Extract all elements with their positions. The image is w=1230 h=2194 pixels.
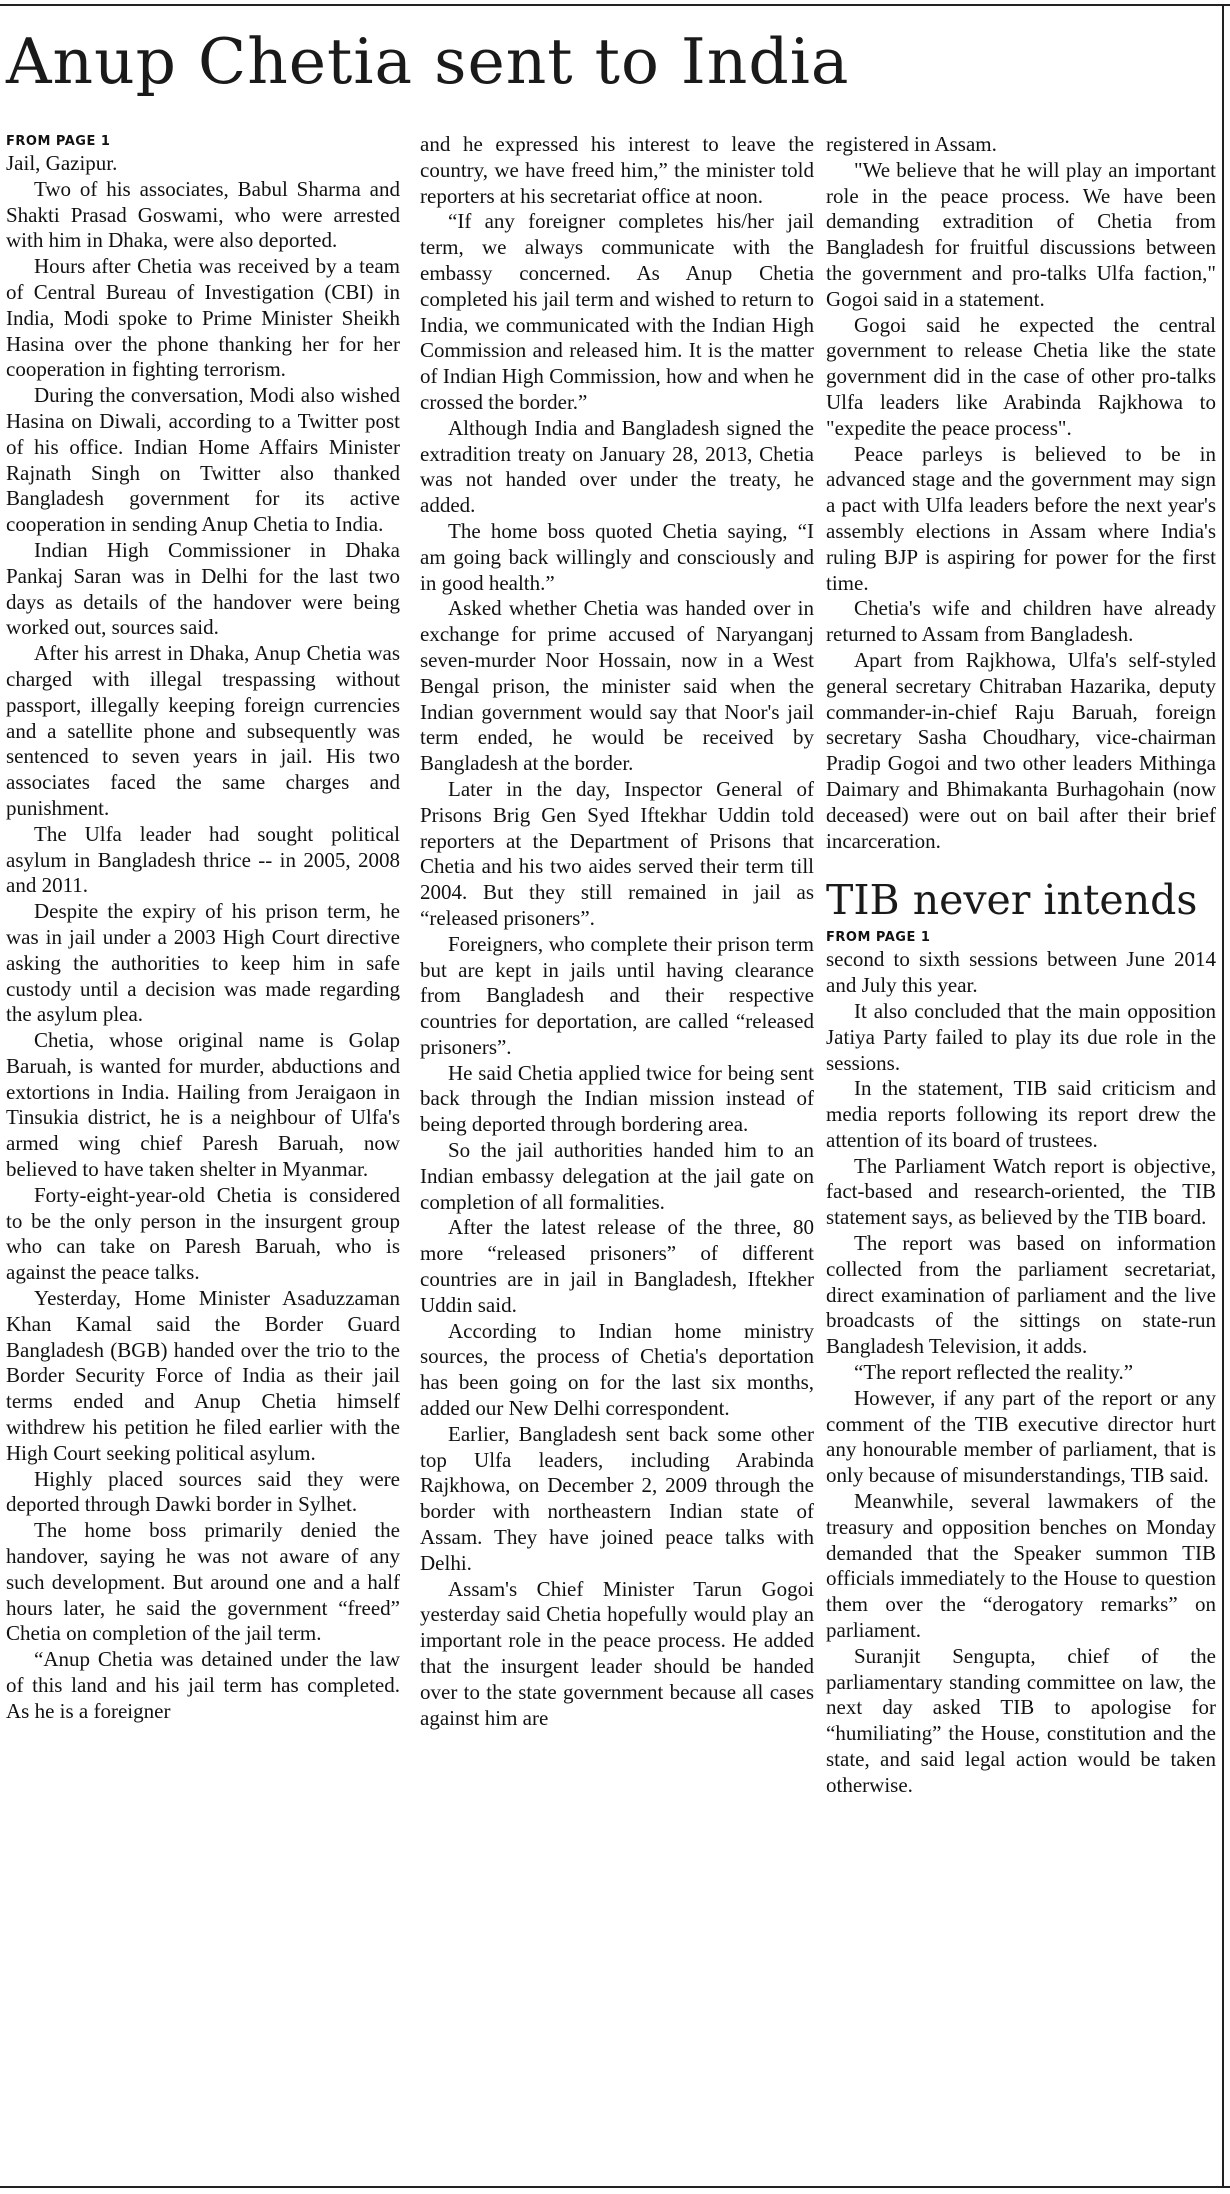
paragraph: Meanwhile, several lawmakers of the treasury and opposition benches on Monday demanded that the Speaker summon TIB officials immediately to the House to question them over the “derogatory remarks” on parliament. — [826, 1489, 1216, 1643]
article-headline: Anup Chetia sent to India — [6, 25, 850, 98]
paragraph: “The report reflected the reality.” — [854, 1360, 1134, 1385]
right-rule — [1222, 4, 1224, 2188]
paragraph: He said Chetia applied twice for being sent back through the Indian mission instead of being deported through bordering area. — [420, 1060, 814, 1137]
paragraph: Chetia's wife and children have already returned to Assam from Bangladesh. — [826, 596, 1216, 647]
paragraph: Foreigners, who complete their prison term but are kept in jails until having clearance from Bangladesh and their respective countries for deportation, are called “released prisoners”. — [420, 931, 814, 1059]
paragraph: “Anup Chetia was detained under the law of this land and his jail term has completed. As he is a foreigner — [6, 1647, 400, 1723]
paragraph: Forty-eight-year-old Chetia is considered to be the only person in the insurgent group who can take on Paresh Baruah, who is against the peace talks. — [6, 1182, 400, 1285]
second-article-headline: TIB never intends — [826, 876, 1198, 925]
paragraph: However, if any part of the report or any comment of the TIB executive director hurt any honourable member of parliament, that is only because of misunderstandings, TIB said. — [826, 1385, 1216, 1488]
paragraph: Jail, Gazipur. — [6, 151, 118, 175]
paragraph: The Parliament Watch report is objective, fact-based and research-oriented, the TIB statement says, as believed by the TIB board. — [826, 1153, 1216, 1230]
paragraph: "We believe that he will play an important role in the peace process. We have been demanding extradition of Chetia from Bangladesh for fruitful discussions between the government and pro-talks Ulfa faction," Gogoi said in a statement. — [826, 157, 1216, 311]
paragraph: and he expressed his interest to leave the country, we have freed him,” the minister told reporters at his secretariat office at noon. — [420, 132, 814, 208]
paragraph: Although India and Bangladesh signed the extradition treaty on January 28, 2013, Chetia was not handed over under the treaty, he added. — [420, 415, 814, 518]
paragraph: Suranjit Sengupta, chief of the parliamentary standing committee on law, the next day asked TIB to apologise for “humiliating” the House, constitution and the state, and said legal action would be taken otherwise. — [826, 1643, 1216, 1797]
paragraph: Later in the day, Inspector General of Prisons Brig Gen Syed Iftekhar Uddin told reporters at the Department of Prisons that Chetia and his two aides served their term till 2004. But they still remained in jail as “released prisoners”. — [420, 776, 814, 930]
paragraph: In the statement, TIB said criticism and media reports following its report drew the attention of its board of trustees. — [826, 1076, 1216, 1152]
paragraph: Assam's Chief Minister Tarun Gogoi yesterday said Chetia hopefully would play an important role in the peace process. He added that the insurgent leader should be handed over to the state government because all cases against him are — [420, 1576, 814, 1730]
paragraph: According to Indian home ministry sources, the process of Chetia's deportation has been going on for the last six months, added our New Delhi correspondent. — [420, 1318, 814, 1421]
paragraph: Asked whether Chetia was handed over in exchange for prime accused of Naryanganj seven-murder Noor Hossain, now in a West Bengal prison, the minister said when the Indian government would say that Noor's jail term ended, he would be received by Bangladesh at the border. — [420, 596, 814, 776]
paragraph: After his arrest in Dhaka, Anup Chetia was charged with illegal trespassing without passport, illegally keeping foreign currencies and a satellite phone and subsequently was sentenced to seven years in jail. His two associates faced the same charges and punishment. — [6, 641, 400, 820]
paragraph: During the conversation, Modi also wished Hasina on Diwali, according to a Twitter post of his office. Indian Home Affairs Minister Rajnath Singh on Twitter also thanked Bangladesh government for its active cooperation in sending Anup Chetia to India. — [6, 383, 400, 537]
paragraph: The Ulfa leader had sought political asylum in Bangladesh thrice -- in 2005, 2008 and 2011. — [6, 821, 400, 898]
paragraph: It also concluded that the main opposition Jatiya Party failed to play its due role in the sessions. — [826, 998, 1216, 1075]
article-column-2 — [420, 132, 814, 2187]
paragraph: After the latest release of the three, 80 more “released prisoners” of different countries are in jail in Bangladesh, Iftekher Uddin said. — [420, 1215, 814, 1317]
from-page-label: FROM PAGE 1 — [826, 930, 931, 946]
paragraph: Chetia, whose original name is Golap Baruah, is wanted for murder, abductions and extortions in India. Hailing from Jeraigaon in Tinsukia district, he is a neighbour of Ulfa's armed wing chief Paresh Baruah, now believed to have taken shelter in Myanmar. — [6, 1028, 400, 1182]
paragraph: Two of his associates, Babul Sharma and Shakti Prasad Goswami, who were arrested with him in Dhaka, were also deported. — [6, 176, 400, 253]
paragraph: Despite the expiry of his prison term, he was in jail under a 2003 High Court directive asking the authorities to keep him in safe custody until a decision was made regarding the asylum plea. — [6, 899, 400, 1027]
paragraph: Apart from Rajkhowa, Ulfa's self-styled general secretary Chitraban Hazarika, deputy commander-in-chief Raju Baruah, foreign secretary Sasha Choudhary, vice-chairman Pradip Gogoi and two other leaders Mithinga Daimary and Bhimakanta Burhagohain (now deceased) were out on bail after their brief incarceration. — [826, 647, 1216, 853]
paragraph: registered in Assam. — [826, 132, 997, 156]
paragraph: Indian High Commissioner in Dhaka Pankaj Saran was in Delhi for the last two days as details of the handover were being worked out, sources said. — [6, 537, 400, 640]
from-page-label: FROM PAGE 1 — [6, 134, 111, 149]
paragraph: The home boss primarily denied the handover, saying he was not aware of any such development. But around one and a half hours later, he said the government “freed” Chetia on completion of the jail term. — [6, 1518, 400, 1646]
paragraph: “If any foreigner completes his/her jail term, we always communicate with the embassy concerned. As Anup Chetia completed his jail term and wished to return to India, we communicated with the Indian High Commission and released him. It is the matter of Indian High Commission, how and when he crossed the border.” — [420, 209, 814, 414]
paragraph: Earlier, Bangladesh sent back some other top Ulfa leaders, including Arabinda Rajkhowa, on December 2, 2009 through the border with northeastern Indian state of Assam. They have joined peace talks with Delhi. — [420, 1421, 814, 1575]
article-column-3 — [826, 132, 1216, 2187]
article-column-1 — [6, 132, 400, 2187]
paragraph: Gogoi said he expected the central government to release Chetia like the state government did in the case of other pro-talks Ulfa leaders like Arabinda Rajkhowa to "expedite the peace process". — [826, 312, 1216, 440]
paragraph: Highly placed sources said they were deported through Dawki border in Sylhet. — [6, 1466, 400, 1517]
paragraph: Yesterday, Home Minister Asaduzzaman Khan Kamal said the Border Guard Bangladesh (BGB) handed over the trio to the Border Security Force of India as their jail terms ended and Anup Chetia himself withdrew his petition he filed earlier with the High Court seeking political asylum. — [6, 1286, 400, 1465]
paragraph: The report was based on information collected from the parliament secretariat, direct examination of parliament and the live broadcasts of the sittings on state-run Bangladesh Television, it adds. — [826, 1231, 1216, 1359]
top-rule — [0, 4, 1230, 6]
paragraph: second to sixth sessions between June 2014 and July this year. — [826, 947, 1216, 998]
paragraph: Hours after Chetia was received by a team of Central Bureau of Investigation (CBI) in India, Modi spoke to Prime Minister Sheikh Hasina over the phone thanking her for her cooperation in fighting terrorism. — [6, 254, 400, 382]
paragraph: Peace parleys is believed to be in advanced stage and the government may sign a pact with Ulfa leaders before the next year's assembly elections in Assam where India's ruling BJP is aspiring for power for the first time. — [826, 441, 1216, 595]
paragraph: The home boss quoted Chetia saying, “I am going back willingly and consciously and in good health.” — [420, 518, 814, 595]
paragraph: So the jail authorities handed him to an Indian embassy delegation at the jail gate on completion of all formalities. — [420, 1138, 814, 1214]
